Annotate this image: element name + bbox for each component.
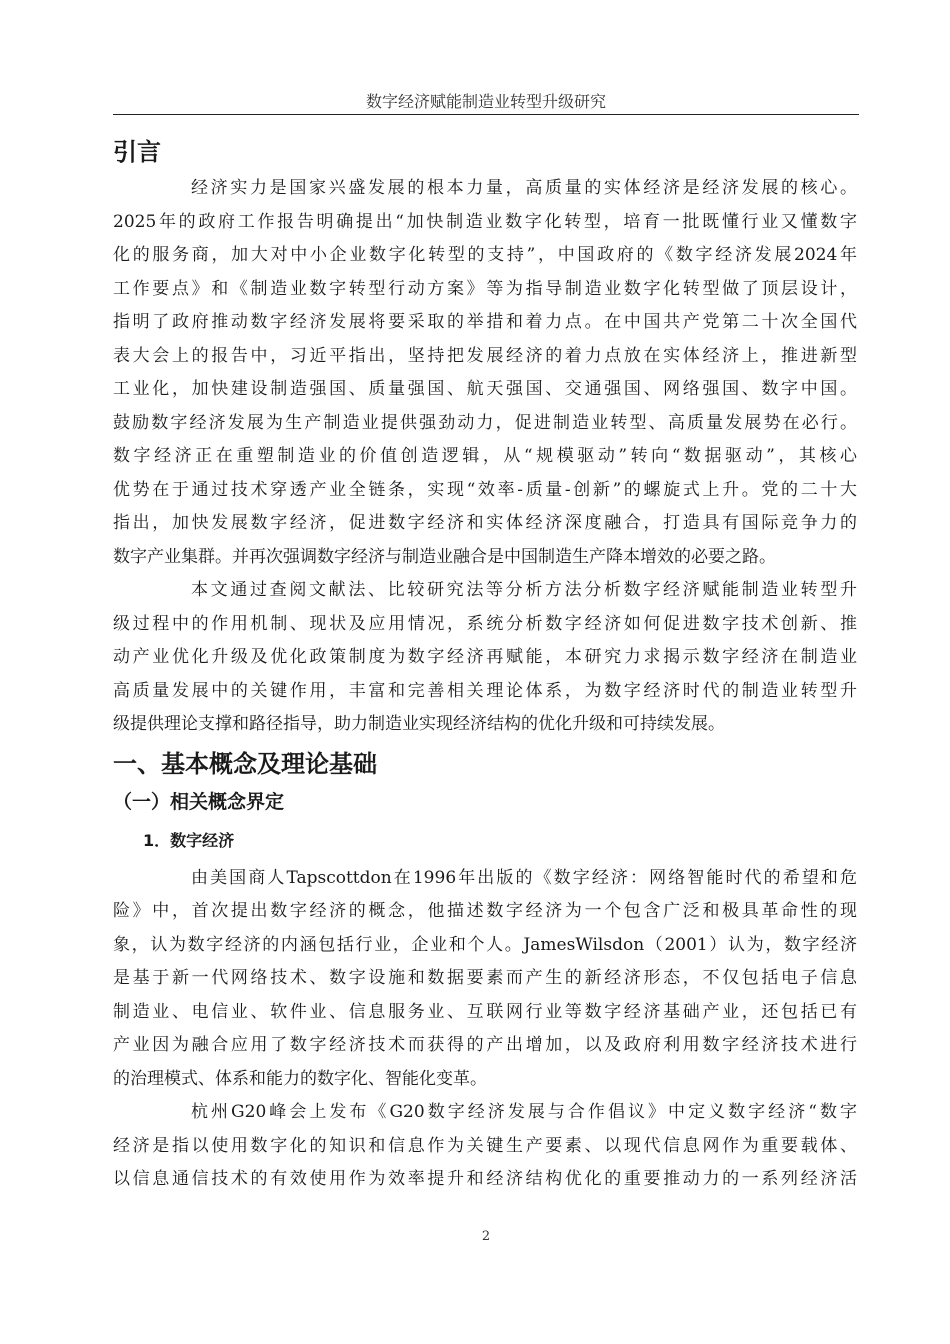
text-line: 数字经济正在重塑制造业的价值创造逻辑，从“规模驱动”转向“数据驱动”，其核心: [113, 446, 857, 466]
text-line: 由美国商人Tapscottdon在1996年出版的《数字经济：网络智能时代的希望和危: [191, 867, 857, 888]
section-heading: 一、基本概念及理论基础: [113, 749, 377, 778]
intro-paragraph-2: [113, 574, 857, 742]
page-number: 2: [481, 1229, 491, 1244]
text-line: 动产业优化升级及优化政策制度为数字经济再赋能，本研究力求揭示数字经济在制造业: [113, 647, 857, 667]
text-line: 是基于新一代网络技术、数字设施和数据要素而产生的新经济形态，不仅包括电子信息: [113, 968, 857, 988]
text-line: 产业因为融合应用了数字经济技术而获得的产出增加，以及政府利用数字经济技术进行: [113, 1035, 857, 1055]
text-line: 级过程中的作用机制、现状及应用情况，系统分析数字经济如何促进数字技术创新、推: [113, 613, 857, 634]
text-line: 制造业、电信业、软件业、信息服务业、互联网行业等数字经济基础产业，还包括已有: [113, 1001, 857, 1022]
page-content: [113, 132, 857, 1197]
text-line: 杭州G20峰会上发布《G20数字经济发展与合作倡议》中定义数字经济“数字: [191, 1102, 857, 1122]
running-header: 数字经济赋能制造业转型升级研究: [365, 92, 606, 111]
text-line: 鼓励数字经济发展为生产制造业提供强劲动力，促进制造业转型、高质量发展势在必行。: [113, 412, 857, 433]
body-paragraph-2: [113, 1096, 857, 1197]
text-line: 化的服务商，加大对中小企业数字化转型的支持”，中国政府的《数字经济发展2024年: [113, 245, 857, 265]
text-line: 的治理模式、体系和能力的数字化、智能化变革。: [113, 1068, 487, 1089]
text-line: 经济实力是国家兴盛发展的根本力量，高质量的实体经济是经济发展的核心。: [191, 178, 857, 198]
text-line: 工作要点》和《制造业数字转型行动方案》等为指导制造业数字化转型做了顶层设计，: [113, 278, 857, 299]
text-line: 优势在于通过技术穿透产业全链条，实现“效率-质量-创新”的螺旋式上升。党的二十大: [113, 479, 857, 500]
text-line: 以信息通信技术的有效使用作为效率提升和经济结构优化的重要推动力的一系列经济活: [113, 1169, 857, 1189]
text-line: 指明了政府推动数字经济发展将要采取的举措和着力点。在中国共产党第二十次全国代: [113, 312, 857, 332]
intro-paragraph-1: [113, 172, 857, 574]
text-line: 经济是指以使用数字化的知识和信息作为关键生产要素、以现代信息网作为重要载体、: [113, 1135, 857, 1156]
text-line: 工业化，加快建设制造强国、质量强国、航天强国、交通强国、网络强国、数字中国。: [113, 379, 857, 399]
text-line: 指出，加快发展数字经济，促进数字经济和实体经济深度融合，打造具有国际竞争力的: [113, 513, 857, 533]
item-heading: 1．数字经济: [143, 830, 235, 850]
text-line: 险》中，首次提出数字经济的概念，他描述数字经济为一个包含广泛和极具革命性的现: [113, 901, 857, 921]
header-rule: [113, 114, 859, 115]
text-line: 象，认为数字经济的内涵包括行业，企业和个人。JamesWilsdon（2001）认为，数字经济: [113, 934, 857, 955]
text-line: 高质量发展中的关键作用，丰富和完善相关理论体系，为数字经济时代的制造业转型升: [113, 680, 857, 701]
intro-heading: 引言: [113, 138, 161, 166]
text-line: 级提供理论支撑和路径指导，助力制造业实现经济结构的优化升级和可持续发展。: [113, 714, 725, 734]
text-line: 2025年的政府工作报告明确提出“加快制造业数字化转型，培育一批既懂行业又懂数字: [113, 211, 857, 232]
text-line: 本文通过查阅文献法、比较研究法等分析方法分析数字经济赋能制造业转型升: [191, 580, 857, 600]
body-paragraph-1: [113, 862, 857, 1097]
text-line: 表大会上的报告中，习近平指出，坚持把发展经济的着力点放在实体经济上，推进新型: [113, 345, 857, 366]
subsection-heading: （一）相关概念界定: [113, 790, 285, 813]
text-line: 数字产业集群。并再次强调数字经济与制造业融合是中国制造生产降本增效的必要之路。: [113, 546, 776, 567]
